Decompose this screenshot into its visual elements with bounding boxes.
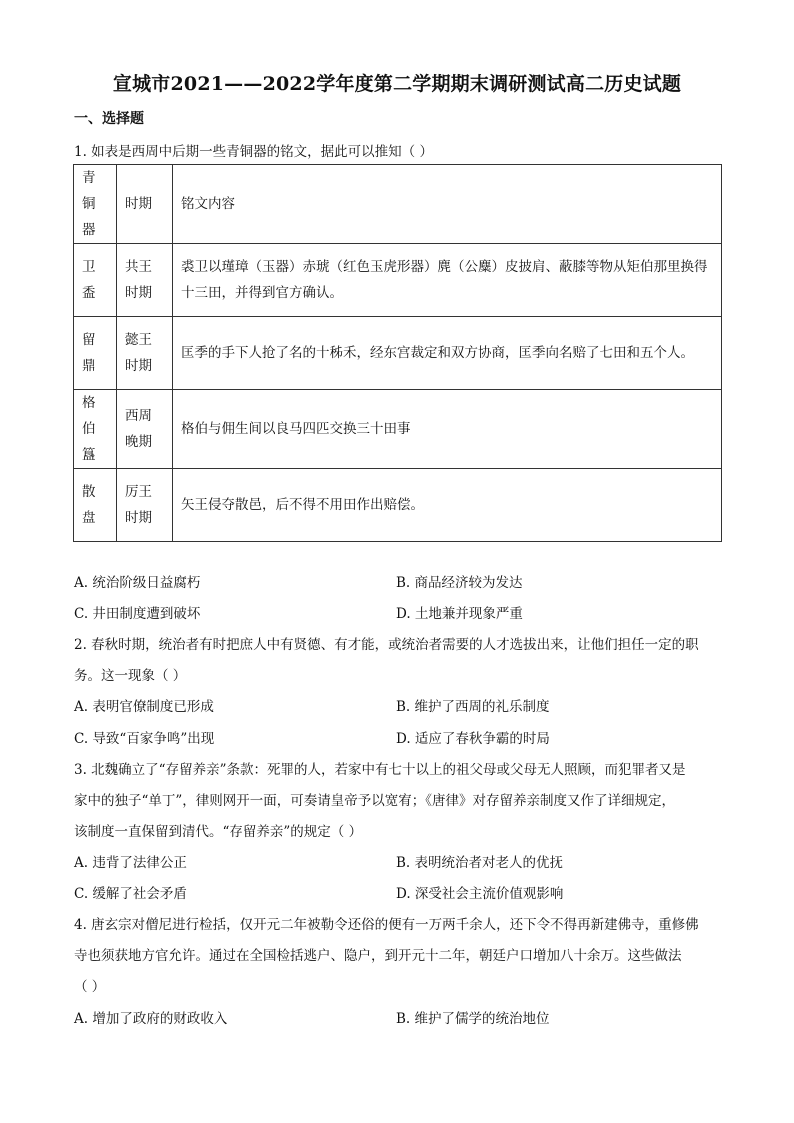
inscription-table [73, 164, 722, 542]
q3-option-c[interactable]: C. 缓解了社会矛盾 [74, 886, 187, 902]
q4-option-a[interactable]: A. 增加了政府的财政收入 [74, 1011, 228, 1027]
q3-stem-line-1: 3. 北魏确立了“存留养亲”条款：死罪的人，若家中有七十以上的祖父母或父母无人照顾，而犯罪者又是 [74, 762, 686, 778]
cell-text: 格伯与佣生间以良马四匹交换三十田事 [173, 390, 722, 469]
q2-stem-line-2: 务。这一现象（ ） [74, 668, 187, 684]
q2-option-d[interactable]: D. 适应了春秋争霸的时局 [396, 731, 550, 747]
q3-stem-line-3: 该制度一直保留到清代。“存留养亲”的规定（ ） [74, 824, 363, 840]
table-row [74, 317, 722, 390]
q4-option-b[interactable]: B. 维护了儒学的统治地位 [396, 1011, 550, 1027]
q1-stem: 1. 如表是西周中后期一些青铜器的铭文，据此可以推知（ ） [74, 144, 433, 160]
q4-stem-line-2: 寺也须获地方官允许。通过在全国检括逃户、隐户，到开元十二年，朝廷户口增加八十余万。这些做法 [74, 948, 682, 964]
q4-stem-line-1: 4. 唐玄宗对僧尼进行检括，仅开元二年被勒令还俗的便有一万两千余人，还下令不得再新建佛寺，重修佛 [74, 917, 699, 933]
q3-option-b[interactable]: B. 表明统治者对老人的优抚 [396, 855, 564, 871]
table-row [74, 390, 722, 469]
q1-option-d[interactable]: D. 土地兼并现象严重 [396, 606, 523, 622]
header-text: 铭文内容 [173, 165, 722, 244]
table-row [74, 469, 722, 542]
cell-vessel: 格伯簋 [74, 390, 117, 469]
table-header-row [74, 165, 722, 244]
cell-text: 裘卫以瑾璋（玉器）赤琥（红色玉虎形器）麂（公麋）皮披肩、蔽膝等物从矩伯那里换得十三田，并得到官方确认。 [173, 244, 722, 317]
table-row [74, 244, 722, 317]
exam-title: 宣城市2021——2022学年度第二学期期末调研测试高二历史试题 [112, 73, 682, 95]
q2-stem-line-1: 2. 春秋时期，统治者有时把庶人中有贤德、有才能，或统治者需要的人才选拔出来，让他们担任一定的职 [74, 637, 699, 653]
header-vessel: 青铜器 [74, 165, 117, 244]
cell-period: 西周晚期 [117, 390, 173, 469]
q1-option-a[interactable]: A. 统治阶级日益腐朽 [74, 575, 201, 591]
q3-option-d[interactable]: D. 深受社会主流价值观影响 [396, 886, 564, 902]
q2-option-a[interactable]: A. 表明官僚制度已形成 [74, 699, 214, 715]
q1-option-b[interactable]: B. 商品经济较为发达 [396, 575, 523, 591]
q2-option-b[interactable]: B. 维护了西周的礼乐制度 [396, 699, 550, 715]
header-period: 时期 [117, 165, 173, 244]
q3-option-a[interactable]: A. 违背了法律公正 [74, 855, 187, 871]
cell-period: 厉王时期 [117, 469, 173, 542]
cell-period: 共王时期 [117, 244, 173, 317]
q1-option-c[interactable]: C. 井田制度遭到破坏 [74, 606, 201, 622]
cell-period: 懿王时期 [117, 317, 173, 390]
cell-vessel: 卫盉 [74, 244, 117, 317]
cell-text: 匡季的手下人抢了名的十秭禾，经东宫裁定和双方协商，匡季向名赔了七田和五个人。 [173, 317, 722, 390]
q2-option-c[interactable]: C. 导致“百家争鸣”出现 [74, 731, 215, 747]
q3-stem-line-2: 家中的独子“单丁”，律则网开一面，可奏请皇帝予以宽宥；《唐律》对存留养亲制度又作了详细规定， [74, 793, 676, 809]
q4-stem-line-3: （ ） [74, 979, 106, 995]
cell-vessel: 留鼎 [74, 317, 117, 390]
cell-text: 矢王侵夺散邑，后不得不用田作出赔偿。 [173, 469, 722, 542]
section-heading: 一、选择题 [74, 111, 144, 127]
cell-vessel: 散盘 [74, 469, 117, 542]
